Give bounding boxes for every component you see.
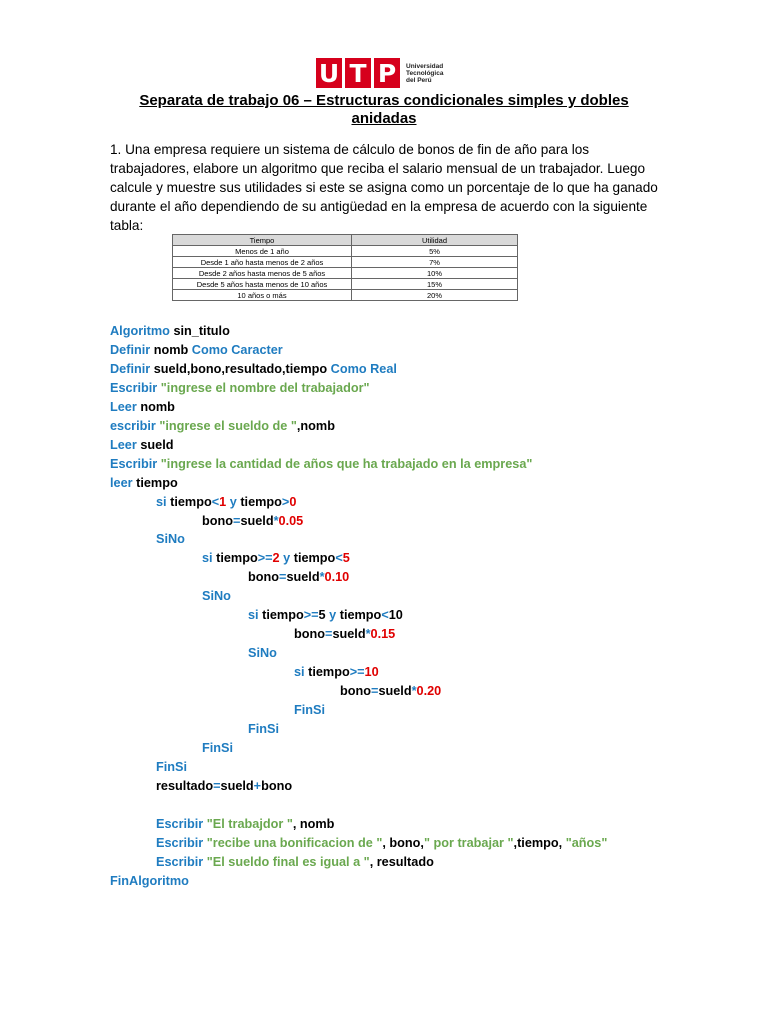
code-token-plain: 10 (388, 608, 403, 623)
code-token-plain: bono (294, 627, 326, 642)
code-token-op: >= (349, 665, 365, 680)
document-title-line1: Separata de trabajo 06 – Estructuras condicionales simples y dobles (139, 92, 629, 109)
code-token-plain: tiempo (339, 608, 382, 623)
code-token-str: "El trabajdor " (203, 816, 293, 831)
logo-subtitle-line: Universidad (406, 62, 444, 70)
table-cell: 10% (352, 268, 518, 279)
code-token-plain: ,nomb (296, 418, 335, 433)
code-token-op: = (233, 513, 241, 528)
code-line (110, 872, 189, 890)
code-token-kw: Definir (110, 361, 151, 376)
code-token-kw: Escribir (156, 854, 204, 869)
code-token-plain: sin_titulo (169, 324, 230, 338)
table-header-tiempo: Tiempo (173, 235, 352, 246)
code-line (340, 682, 441, 700)
code-token-plain: tiempo (166, 494, 212, 509)
code-line (156, 530, 185, 548)
document-title (100, 92, 668, 128)
code-token-op: * (411, 684, 417, 699)
code-token-plain: tiempo (132, 475, 178, 490)
code-token-kw: Definir (110, 342, 151, 357)
table-row (173, 279, 518, 290)
code-token-plain: tiempo (212, 551, 258, 566)
code-token-str: "El sueldo final es igual a " (203, 854, 370, 869)
code-token-str: "recibe una bonificacion de " (203, 835, 383, 850)
table-cell: 7% (352, 257, 518, 268)
table-row (173, 257, 518, 268)
code-token-kw: Como Caracter (191, 342, 283, 357)
code-token-plain: tiempo (293, 551, 336, 566)
code-token-kw: Escribir (156, 835, 204, 850)
code-token-str: "ingrese el sueldo de " (155, 418, 297, 433)
code-token-plain: nomb (136, 399, 175, 414)
code-token-plain: tiempo (258, 608, 304, 623)
code-token-plain: sueld,bono,resultado,tiempo (150, 361, 331, 376)
code-token-kw: FinAlgoritmo (110, 873, 189, 888)
code-token-kw: Algoritmo (110, 324, 170, 338)
code-token-op: * (365, 627, 371, 642)
code-line (156, 777, 292, 795)
table-header-row (173, 235, 518, 246)
logo-subtitle (406, 63, 443, 84)
code-token-str: "años" (565, 835, 608, 850)
code-token-plain: , bono, (382, 835, 424, 850)
code-token-kw: Como Real (330, 361, 397, 376)
table-cell: 10 años o más (173, 290, 352, 301)
code-token-num: 10 (364, 665, 379, 680)
table-cell: 20% (352, 290, 518, 301)
code-token-plain: sueld (136, 437, 174, 452)
code-line (110, 360, 397, 378)
table-cell: Menos de 1 año (173, 246, 352, 257)
code-line (294, 663, 379, 681)
code-token-kw: escribir (110, 418, 156, 433)
code-token-op: = (325, 627, 333, 642)
logo-subtitle-line: Tecnológica (406, 69, 444, 77)
table-row (173, 268, 518, 279)
code-token-num: 0.20 (416, 684, 442, 699)
code-token-kw: si (248, 608, 259, 623)
code-token-kw: si (156, 494, 167, 509)
code-token-str: "ingrese el nombre del trabajador" (157, 380, 370, 395)
code-token-op: + (253, 778, 262, 793)
code-line (156, 834, 607, 852)
code-line (156, 493, 296, 511)
code-token-kw: FinSi (294, 703, 326, 717)
code-line (248, 606, 403, 624)
code-token-plain: tiempo (304, 665, 350, 680)
code-token-kw: FinSi (202, 740, 234, 755)
logo-letter-p: P (374, 58, 400, 88)
code-token-op: > (281, 494, 290, 509)
code-token-kw: SiNo (156, 532, 185, 547)
logo-letter-u: U (316, 58, 342, 88)
code-token-plain: sueld (332, 627, 366, 642)
logo-letter-t: T (345, 58, 371, 88)
code-token-num: 0.10 (324, 570, 350, 585)
code-token-num: 2 (272, 551, 280, 566)
code-token-kw: Escribir (110, 380, 158, 395)
code-token-op: = (213, 778, 221, 793)
code-token-plain: resultado (156, 778, 214, 793)
code-token-op: < (211, 494, 220, 509)
code-line (156, 815, 334, 833)
code-line (202, 739, 233, 757)
table-cell: 15% (352, 279, 518, 290)
code-token-kw: y (279, 551, 294, 566)
code-token-op: = (371, 684, 379, 699)
code-line (110, 379, 370, 397)
code-line (110, 436, 173, 454)
logo-subtitle-line: del Perú (406, 76, 432, 84)
code-token-plain: sueld (220, 778, 254, 793)
code-token-kw: SiNo (202, 589, 231, 604)
code-token-kw: FinSi (248, 721, 280, 736)
code-token-kw: SiNo (248, 646, 277, 661)
code-token-plain: , nomb (292, 816, 335, 831)
problem-statement: 1. Una empresa requiere un sistema de cálculo de bonos de fin de año para los trabajadores, elabore un algoritmo que reciba el salario mensual de un trabajador. Luego calcule y muestre sus utilidades si este se asigna como un porcentaje de lo que ha ganado durante el año dependiendo de su antigüedad en la empresa de acuerdo con la siguiente tabla: (110, 142, 658, 233)
code-token-kw: si (202, 551, 213, 566)
code-token-plain: sueld (286, 570, 320, 585)
code-token-plain: bono (202, 513, 234, 528)
code-token-num: 0 (289, 494, 297, 509)
code-token-op: < (335, 551, 343, 566)
code-token-op: >= (257, 551, 273, 566)
code-line (248, 720, 279, 738)
table-cell: Desde 2 años hasta menos de 5 años (173, 268, 352, 279)
code-token-num: 0.15 (370, 627, 396, 642)
code-line (294, 625, 395, 643)
code-line (202, 587, 231, 605)
code-token-op: >= (303, 608, 319, 623)
utility-table (172, 234, 518, 301)
code-token-kw: y (226, 494, 241, 509)
code-token-plain: ,tiempo, (513, 835, 566, 850)
code-token-op: * (273, 513, 279, 528)
code-token-plain: sueld (378, 684, 412, 699)
code-token-kw: Escribir (156, 816, 204, 831)
code-token-num: 5 (342, 551, 350, 566)
code-token-kw: Leer (110, 399, 137, 414)
code-token-plain: sueld (240, 513, 274, 528)
code-line (248, 644, 277, 662)
code-token-op: * (319, 570, 325, 585)
code-token-kw: y (325, 608, 340, 623)
code-token-num: 0.05 (278, 513, 304, 528)
code-token-num: 1 (219, 494, 227, 509)
table-cell: Desde 5 años hasta menos de 10 años (173, 279, 352, 290)
code-token-plain: bono (340, 684, 372, 699)
code-token-op: < (381, 608, 389, 623)
table-row (173, 290, 518, 301)
code-line (156, 853, 434, 871)
code-token-op: = (279, 570, 287, 585)
code-line (110, 322, 230, 340)
document-title-line2: anidadas (351, 110, 417, 127)
code-line (202, 549, 350, 567)
code-token-str: "ingrese la cantidad de años que ha trabajado en la empresa" (157, 456, 533, 471)
code-token-plain: bono (261, 778, 293, 793)
code-line (110, 417, 335, 435)
code-token-str: " por trabajar " (423, 835, 514, 850)
code-line (294, 701, 325, 719)
code-line (110, 474, 178, 492)
code-token-plain: tiempo (240, 494, 282, 509)
code-line (110, 455, 532, 473)
table-cell: Desde 1 año hasta menos de 2 años (173, 257, 352, 268)
code-token-plain: nomb (150, 342, 192, 357)
utp-logo (316, 58, 443, 88)
utp-logo-letters (316, 58, 400, 88)
code-token-plain: bono (248, 570, 280, 585)
code-token-plain: 5 (318, 608, 326, 623)
code-line (110, 398, 175, 416)
code-token-kw: Escribir (110, 456, 158, 471)
code-line (156, 758, 187, 776)
code-line (202, 512, 303, 530)
table-header-utilidad: Utilidad (352, 235, 518, 246)
code-token-plain: , resultado (369, 854, 434, 869)
code-line (248, 568, 349, 586)
table-cell: 5% (352, 246, 518, 257)
table-row (173, 246, 518, 257)
code-token-kw: FinSi (156, 759, 188, 774)
code-token-kw: si (294, 665, 305, 680)
code-token-kw: Leer (110, 437, 137, 452)
code-token-kw: leer (110, 475, 133, 490)
code-line (110, 341, 283, 359)
